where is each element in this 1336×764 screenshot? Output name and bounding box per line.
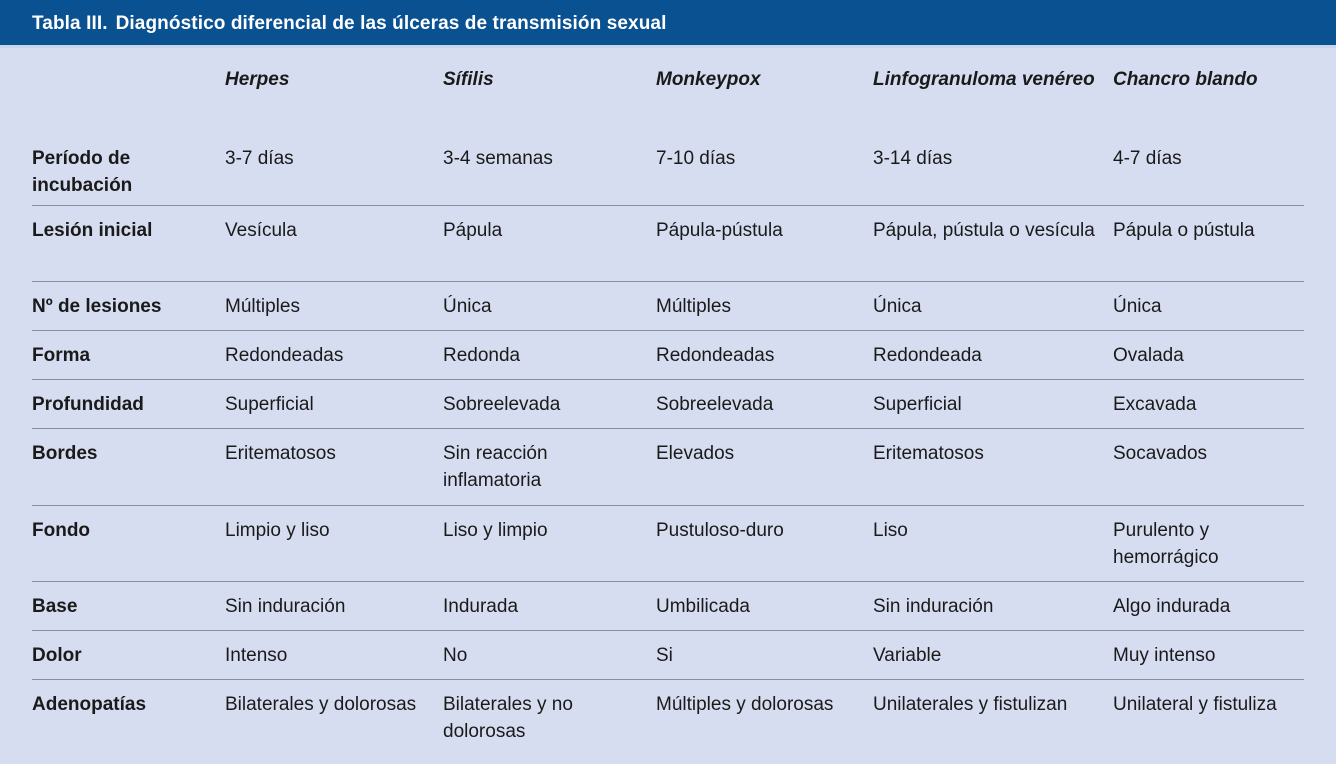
table-cell: Ovalada — [1113, 345, 1184, 366]
table-row-num-lesiones — [32, 282, 1304, 331]
table-row-profundidad — [32, 380, 1304, 429]
table-cell: Sin induración — [225, 596, 346, 617]
table-cell: Sin induración — [873, 596, 994, 617]
table-cell: Múltiples — [225, 296, 300, 317]
table-cell: Eritematosos — [873, 443, 984, 464]
table-cell: Excavada — [1113, 394, 1197, 415]
table-row-dolor — [32, 631, 1304, 680]
table-cell: Limpio y liso — [225, 520, 330, 541]
header-cell-chancro: Chancro blando — [1113, 69, 1258, 90]
table-cell: Múltiples — [656, 296, 731, 317]
table-cell: Pápula — [443, 220, 503, 241]
table-cell: Múltiples y dolorosas — [656, 694, 834, 715]
row-label: Profundidad — [32, 394, 144, 415]
table-cell: Redondeadas — [656, 345, 775, 366]
table-row-adenopatias — [32, 680, 1304, 752]
header-cell-monkeypox: Monkeypox — [656, 69, 761, 90]
table-cell: 7-10 días — [656, 148, 736, 169]
table-row-fondo — [32, 506, 1304, 582]
row-label: Período de incubación — [32, 148, 133, 196]
header-cell-sifilis: Sífilis — [443, 69, 494, 90]
table-cell: Unilaterales y fistulizan — [873, 694, 1068, 715]
row-label: Lesión inicial — [32, 220, 153, 241]
table-cell: Redonda — [443, 345, 521, 366]
table-cell: Indurada — [443, 596, 519, 617]
table-cell: Pápula o pústula — [1113, 220, 1255, 241]
table-cell: Liso — [873, 520, 908, 541]
table-cell: 3-7 días — [225, 148, 294, 169]
table-caption: Diagnóstico diferencial de las úlceras de transmisión sexual — [115, 13, 667, 34]
header-cell-empty — [32, 66, 225, 134]
table-cell: Única — [443, 296, 492, 317]
table-number: Tabla III. — [32, 13, 108, 34]
table-cell: Elevados — [656, 443, 735, 464]
table-cell: Superficial — [873, 394, 962, 415]
table-cell: Sin reacción inflamatoria — [443, 443, 548, 491]
table-row-base — [32, 582, 1304, 631]
table-cell: Redondeada — [873, 345, 982, 366]
table-cell: No — [443, 645, 468, 666]
table-cell: Única — [873, 296, 922, 317]
table-cell: Superficial — [225, 394, 314, 415]
table-cell: 4-7 días — [1113, 148, 1182, 169]
differential-diagnosis-table — [32, 66, 1304, 752]
table-title — [32, 13, 666, 35]
table-cell: Bilaterales y dolorosas — [225, 694, 417, 715]
table-cell: Unilateral y fistuliza — [1113, 694, 1277, 715]
row-label: Dolor — [32, 645, 82, 666]
row-label: Base — [32, 596, 78, 617]
table-cell: Redondeadas — [225, 345, 344, 366]
row-label: Nº de lesiones — [32, 296, 162, 317]
table-header-row — [32, 66, 1304, 134]
table-cell: Única — [1113, 296, 1162, 317]
row-label: Adenopatías — [32, 694, 147, 715]
table-cell: Pápula, pústula o vesícula — [873, 220, 1095, 241]
row-label: Bordes — [32, 443, 98, 464]
table-cell: Pápula-pústula — [656, 220, 783, 241]
table-cell: Algo indurada — [1113, 596, 1231, 617]
table-cell: Liso y limpio — [443, 520, 548, 541]
table-row-bordes — [32, 429, 1304, 506]
table-cell: Sobreelevada — [443, 394, 561, 415]
table-cell: Eritematosos — [225, 443, 336, 464]
table-title-bar — [0, 0, 1336, 48]
table-cell: Umbilicada — [656, 596, 750, 617]
table-cell: Muy intenso — [1113, 645, 1216, 666]
table-cell: Intenso — [225, 645, 288, 666]
table-cell: Variable — [873, 645, 942, 666]
table-cell: Si — [656, 645, 673, 666]
table-cell: Pustuloso-duro — [656, 520, 784, 541]
row-label: Fondo — [32, 520, 91, 541]
table-row-forma — [32, 331, 1304, 380]
table-cell: Sobreelevada — [656, 394, 774, 415]
table-cell: 3-4 semanas — [443, 148, 553, 169]
table-row-incubacion — [32, 134, 1304, 206]
table-row-lesion-inicial — [32, 206, 1304, 282]
table-cell: Socavados — [1113, 443, 1208, 464]
table-cell: Vesícula — [225, 220, 297, 241]
header-cell-herpes: Herpes — [225, 69, 290, 90]
header-cell-linfogranuloma: Linfogranuloma venéreo — [873, 69, 1095, 90]
table-cell: Bilaterales y no dolorosas — [443, 694, 573, 742]
table-cell: Purulento y hemorrágico — [1113, 520, 1219, 568]
row-label: Forma — [32, 345, 91, 366]
table-cell: 3-14 días — [873, 148, 953, 169]
